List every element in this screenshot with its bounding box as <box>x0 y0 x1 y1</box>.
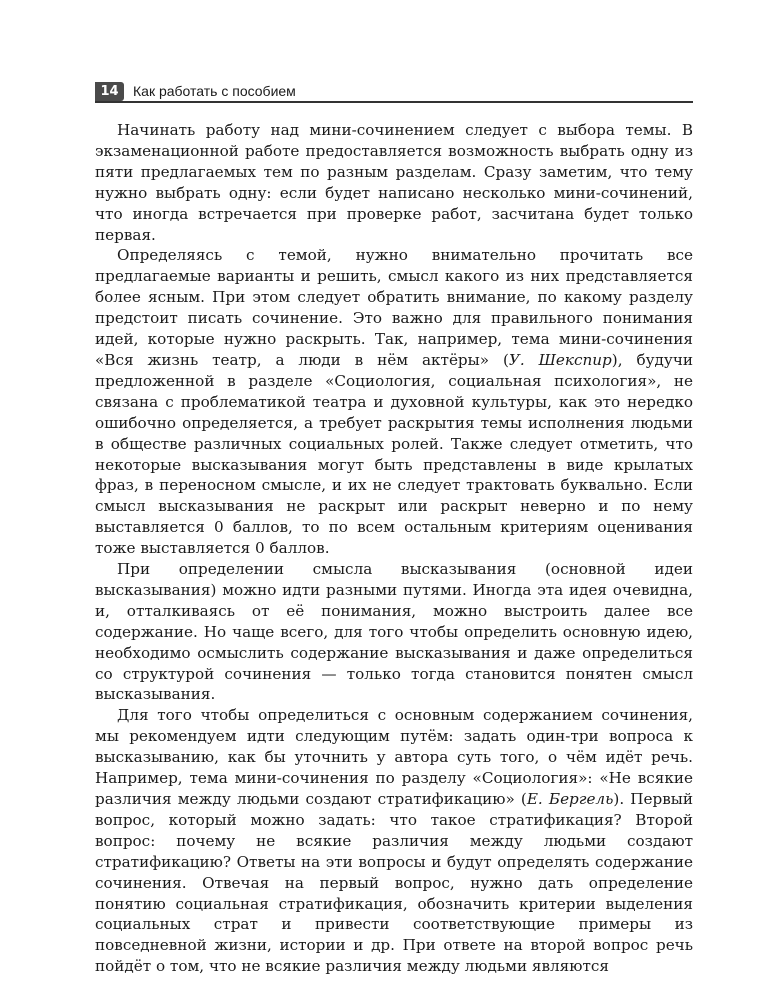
paragraph-text: Для того чтобы определиться с основным содержанием сочинения, мы рекомендуем идти следующим путём: задать один-три вопроса к высказыванию, как бы уточнить у автора суть того, о чём идёт речь. Например, тема мини-сочинения по разделу «Социология»: «Не всякие различия между людьми создают стратификацию» ( <box>95 706 693 808</box>
page-header <box>95 82 693 102</box>
section-title: Как работать с пособием <box>133 83 296 99</box>
paragraph <box>95 120 693 245</box>
paragraph <box>95 705 693 977</box>
paragraph <box>95 245 693 559</box>
header-rule <box>95 101 693 103</box>
paragraph-text: Начинать работу над мини-сочинением следует с выбора темы. В экзаменационной работе предоставляется возможность выбрать одну из пяти предлагаемых тем по разным разделам. Сразу заметим, что тему нужно выбрать одну: если будет написано несколько мини-сочинений, что иногда встречается при проверке работ, засчитана будет только первая. <box>95 121 693 244</box>
body-text <box>95 120 693 977</box>
paragraph <box>95 559 693 705</box>
page-number: 14 <box>95 82 124 101</box>
paragraph-text: При определении смысла высказывания (основной идеи высказывания) можно идти разными путями. Иногда эта идея очевидна, и, отталкиваясь от её понимания, можно выстроить далее все содержание. Но чаще всего, для того чтобы определить основную идею, необходимо осмыслить содержание высказывания и даже определиться со структурой сочинения — только тогда становится понятен смысл высказывания. <box>95 560 693 704</box>
quote-author: У. Шекспир <box>508 350 612 369</box>
paragraph-text: ), будучи предложенной в разделе «Социология, социальная психология», не связана с проблематикой театра и духовной культуры, как это нередко ошибочно определяется, а требует раскрытия темы исполнения людьми в обществе различных социальных ролей. Также следует отметить, что некоторые высказывания могут быть представлены в виде крылатых фраз, в переносном смысле, и их не следует трактовать буквально. Если смысл высказывания не раскрыт или раскрыт неверно и по нему выставляется 0 баллов, то по всем остальным критериям оценивания тоже выставляется 0 баллов. <box>95 350 693 558</box>
paragraph-text: ). Первый вопрос, который можно задать: что такое стратификация? Второй вопрос: почему не всякие различия между людьми создают стратификацию? Ответы на эти вопросы и будут определять содержание сочинения. Отвечая на первый вопрос, нужно дать определение понятию социальная стратификация, обозначить критерии выделения социальных страт и привести соответствующие примеры из повседневной жизни, истории и др. При ответе на второй вопрос речь пойдёт о том, что не всякие различия между людьми являются <box>95 790 694 976</box>
paragraph-text: Определяясь с темой, нужно внимательно прочитать все предлагаемые варианты и решить, смысл какого из них представляется более ясным. При этом следует обратить внимание, по какому разделу предстоит писать сочинение. Это важно для правильного понимания идей, которые нужно раскрыть. Так, например, тема мини-сочинения «Вся жизнь театр, а люди в нём актёры» ( <box>95 246 693 369</box>
quote-author: Е. Бергель <box>526 790 614 808</box>
